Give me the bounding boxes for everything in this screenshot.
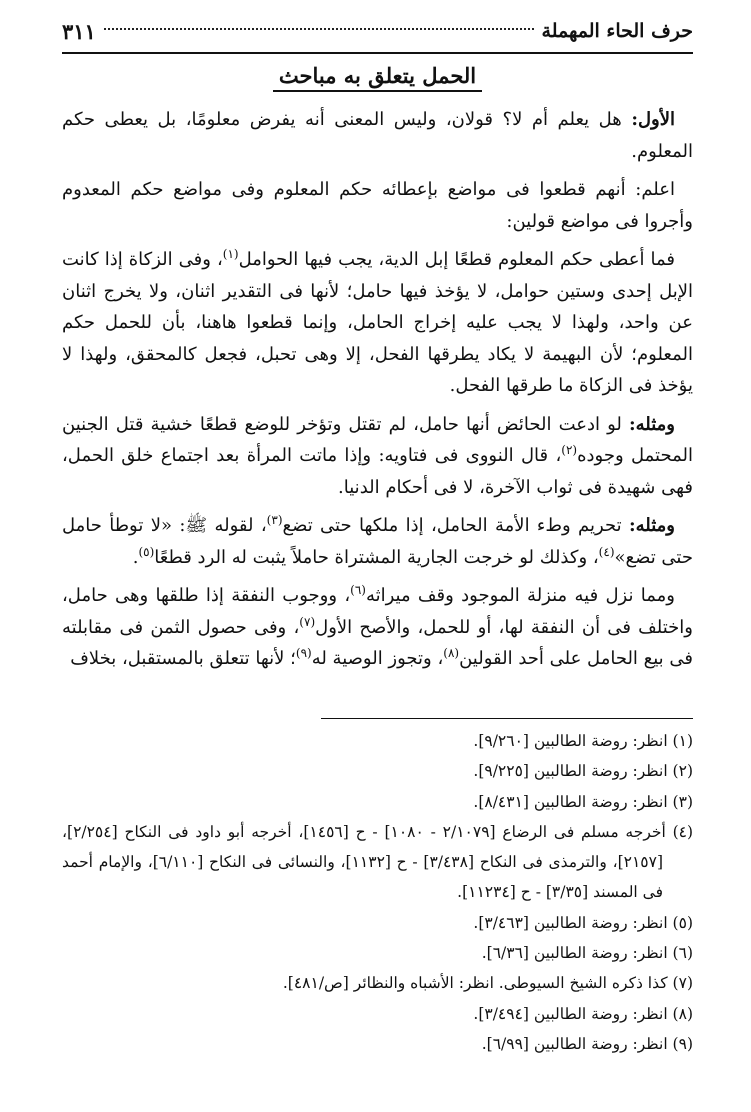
paragraph-text: فما أعطى حكم المعلوم قطعًا إبل الدية، يجب فيها الحوامل xyxy=(238,249,675,270)
footnotes xyxy=(62,726,693,1059)
main-text xyxy=(62,104,693,682)
section-title-text: الحمل يتعلق به مباحث xyxy=(273,63,482,92)
paragraph-text: . xyxy=(132,546,139,568)
paragraph-lead: ومثله: xyxy=(628,413,675,435)
footnote-separator xyxy=(321,718,693,719)
paragraph-lead: الأول: xyxy=(631,109,675,130)
leader-dots xyxy=(104,14,534,30)
paragraph-text: ، لقوله ﷺ: «لا توطأ حامل حتى تضع» xyxy=(62,515,693,568)
footnote-reference[interactable]: (٨) xyxy=(443,646,460,660)
footnote: (٨) انظر: روضة الطالبين [٣/٤٩٤]. xyxy=(473,1004,693,1023)
paragraph xyxy=(62,244,693,402)
paragraph xyxy=(62,580,693,675)
footnote-reference[interactable]: (٧) xyxy=(299,614,316,629)
footnote-reference[interactable]: (١) xyxy=(222,247,239,261)
paragraph-text: اعلم: أنهم قطعوا فى مواضع بإعطائه حكم المعلوم وفى مواضع حكم المعدوم وأجروا فى مواضع قولين: xyxy=(62,179,693,232)
header-rule xyxy=(62,52,693,54)
footnote: (٤) أخرجه مسلم فى الرضاع [٢/١٠٧٩ - ١٠٨٠] - ح [١٤٥٦]، أخرجه أبو داود فى النكاح [٢/٢٥٤]، [٢١٥٧]، والترمذى فى النكاح [٣/٤٣٨] - ح [١١٣٢]، والنسائى فى النكاح [٦/١١٠]، والإمام أحمد فى المسند [٣/٣٥] - ح [١١٢٣٤]. xyxy=(62,822,694,902)
page-number: ٣١١ xyxy=(62,18,96,44)
section-title xyxy=(62,58,693,94)
footnote: (١) انظر: روضة الطالبين [٩/٢٦٠]. xyxy=(473,732,693,750)
paragraph xyxy=(62,104,693,167)
paragraph xyxy=(62,174,693,237)
running-header xyxy=(62,14,693,48)
footnote-reference[interactable]: (٥) xyxy=(138,544,155,559)
footnote: (٦) انظر: روضة الطالبين [٦/٣٦]. xyxy=(481,944,693,963)
paragraph-text: ، وتجوز الوصية له xyxy=(311,648,444,669)
paragraph-text: هل يعلم أم لا؟ قولان، وليس المعنى أنه يفرض معلومًا، بل يعطى حكم المعلوم. xyxy=(62,109,693,162)
paragraph xyxy=(62,409,693,504)
paragraph-text: ، ووجوب النفقة إذا طلقها وهى حامل، واختلف فى أن النفقة لها، أو للحمل، والأصح الأول xyxy=(62,585,693,638)
paragraph-text: ، قال النووى فى فتاويه: وإذا ماتت المرأة بعد اجتماع خلق الحمل، فهى شهيدة فى ثواب الآخرة، لا فى أحكام الدنيا. xyxy=(62,445,693,498)
paragraph-text: ؛ لأنها تتعلق بالمستقبل، بخلاف xyxy=(70,648,296,669)
footnote-reference[interactable]: (٦) xyxy=(350,583,366,597)
footnote: (٣) انظر: روضة الطالبين [٨/٤٣١]. xyxy=(473,792,693,811)
footnote: (٢) انظر: روضة الطالبين [٩/٢٢٥]. xyxy=(473,762,693,781)
running-header-section: حرف الحاء المهملة xyxy=(541,20,693,42)
footnote-reference[interactable]: (٢) xyxy=(561,443,578,457)
footnote: (٩) انظر: روضة الطالبين [٦/٩٩]. xyxy=(481,1034,693,1053)
paragraph-text: تحريم وطء الأمة الحامل، إذا ملكها حتى تضع xyxy=(282,515,629,536)
footnote: (٧) كذا ذكره الشيخ السيوطى. انظر: الأشباه والنظائر [ص/٤٨١]. xyxy=(282,974,693,993)
paragraph-text: لو ادعت الحائض أنها حامل، لم تقتل وتؤخر للوضع قطعًا خشية قتل الجنين المحتمل وجوده xyxy=(62,413,693,466)
footnote-reference[interactable]: (٣) xyxy=(266,513,283,527)
footnote: (٥) انظر: روضة الطالبين [٣/٤٦٣]. xyxy=(473,913,693,932)
paragraph xyxy=(62,510,693,573)
footnote-reference[interactable]: (٩) xyxy=(295,646,312,660)
paragraph-text: ، وفى الزكاة إذا كانت الإبل إحدى وستين حوامل، لا يؤخذ فيها حامل؛ لأنها فى التقدير اثنان، ولا يخرج اثنان عن واحد، ولهذا لا يجب عليه إخراج الحامل، وإنما قطعوا هاهنا، بأن للحمل حكم المعلوم؛ لأن البهيمة لا يكاد يطرقها الفحل، إلا وهى تحبل، فجعل كالمحقق، ولهذا لا يؤخذ فى الزكاة ما طرقها الفحل. xyxy=(62,249,693,396)
footnote-reference[interactable]: (٤) xyxy=(598,544,615,559)
paragraph-text: ومما نزل فيه منزلة الموجود وقف ميراثه xyxy=(365,585,675,606)
paragraph-lead: ومثله: xyxy=(628,515,675,536)
paragraph-text: ، وفى حصول الثمن فى مقابلته فى بيع الحامل على أحد القولين xyxy=(62,616,693,669)
paragraph-text: ، وكذلك لو خرجت الجارية المشتراة حاملاً يثبت له الرد قطعًا xyxy=(154,546,599,568)
